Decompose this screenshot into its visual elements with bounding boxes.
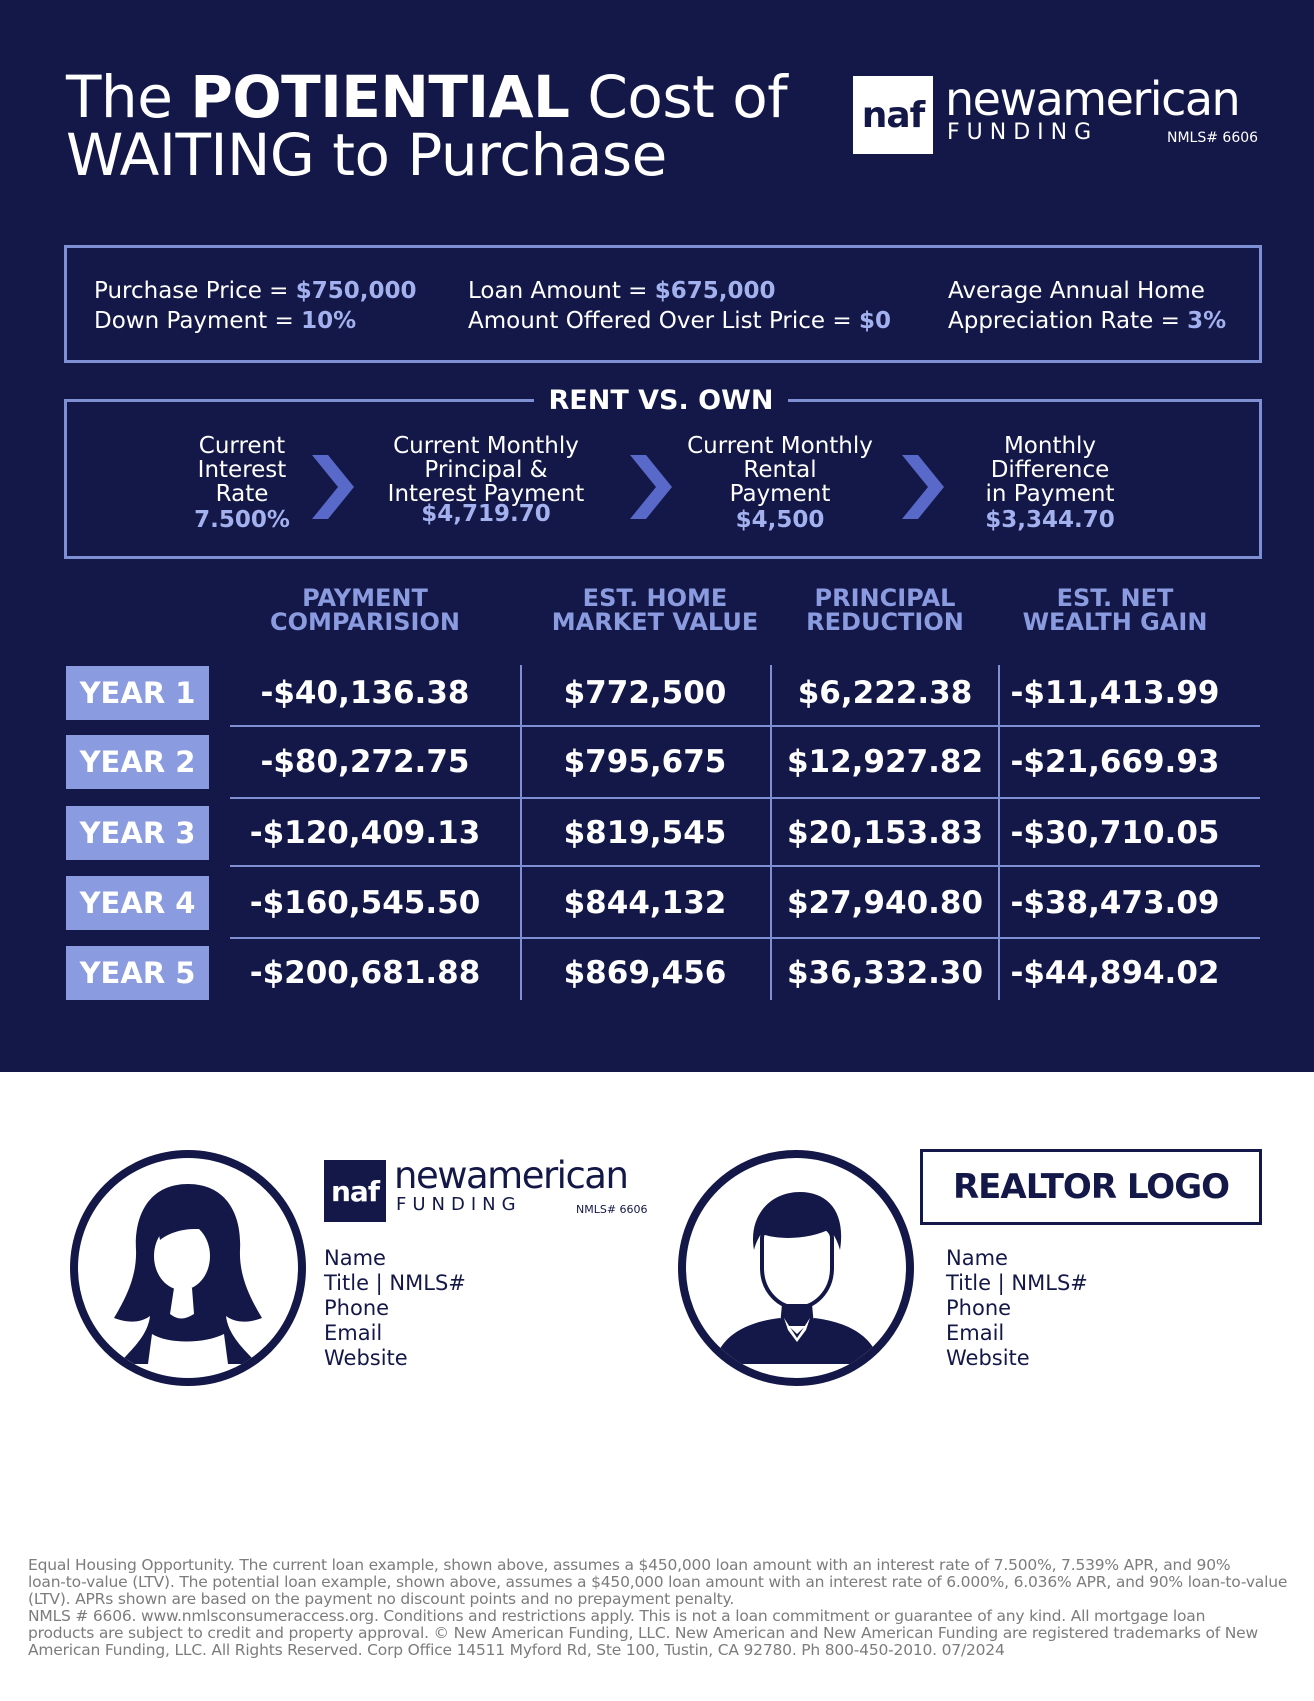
home-value-cell: $795,675 [563,744,727,780]
loan-officer-contact [324,1246,466,1371]
down-payment-value: 10% [301,308,357,334]
contact-website: Website [946,1346,1030,1370]
over-list-value: $0 [858,308,891,334]
col-header-home-value: EST. HOME MARKET VALUE [551,584,759,636]
legal-disclaimer: Equal Housing Opportunity. The current loan example, shown above, assumes a $450,000 loan amount with an interest rate of 7.500%, 7.539% APR, and 90% loan-to-value (LTV). The potential loan example, shown above, assumes a $450,000 loan amount with an interest rate of 6.000%, 6.036% APR, and 90% loan-to-value (LTV). APRs shown are based on the payment no discount points and no prepayment penalty. NMLS # 6606. www.nmlsconsumeraccess.org. Conditions and restrictions apply. This is not a loan commitment or guarantee of any kind. All mortgage loan products are subject to credit and property approval. © New American Funding, LLC. New American and New American Funding are registered trademarks of New American Funding, LLC. All Rights Reserved. Corp Office 14511 Myford Rd, Ste 100, Tustin, CA 92780. Ph 800-450-2010. 07/2024 [28,1556,1288,1659]
contact-email: Email [946,1321,1005,1345]
payment-comparison-cell: -$160,545.50 [249,885,481,921]
realtor-contact [946,1246,1088,1371]
year-label: YEAR 5 [66,946,209,1000]
wealth-gain-cell: -$11,413.99 [1010,675,1220,711]
loan-officer-avatar [70,1150,306,1386]
page-title: The POTIENTIAL Cost of WAITING to Purchase [66,63,788,189]
principal-reduction-cell: $20,153.83 [786,815,984,851]
col-header-wealth-gain: EST. NET WEALTH GAIN [1022,584,1208,636]
row-divider [230,797,1260,799]
rvo-step-rental-payment: Current Monthly Rental Payment $4,500 [687,433,873,533]
appreciation-value: 3% [1187,308,1227,334]
loan-amount-value: $675,000 [654,278,776,304]
brand-name: newamerican [945,72,1240,126]
man-silhouette-icon [686,1158,906,1378]
contact-name: Name [324,1246,386,1270]
contact-title: Title | NMLS# [324,1271,466,1295]
brand-sub: FUNDING [947,120,1099,145]
naf-logo-small [324,1154,724,1222]
assumption-col-1: Purchase Price = $750,000 Down Payment = 10% [94,278,417,334]
realtor-logo-placeholder: REALTOR LOGO [920,1149,1262,1225]
contact-name: Name [946,1246,1008,1270]
year-label: YEAR 4 [66,876,209,930]
rent-vs-own-title: RENT VS. OWN [534,380,788,422]
year-label: YEAR 2 [66,735,209,789]
brand-name: newamerican [394,1154,628,1197]
woman-silhouette-icon [78,1158,298,1378]
rvo-step-interest-rate: Current Interest Rate 7.500% [194,433,290,533]
assumption-col-3: Average Annual Home Appreciation Rate = 3% [948,278,1227,334]
naf-logo-mark: naf [853,76,933,154]
naf-logo-mark: naf [324,1160,386,1222]
home-value-cell: $869,456 [563,955,727,991]
year-label: YEAR 3 [66,806,209,860]
assumption-col-2: Loan Amount = $675,000 Amount Offered Over List Price = $0 [468,278,891,334]
naf-logo [853,72,1275,154]
assumptions-box [64,245,1262,363]
col-header-payment-comparison: PAYMENT COMPARISION [270,584,460,636]
payment-comparison-cell: -$120,409.13 [249,815,481,851]
home-value-cell: $844,132 [563,885,727,921]
rvo-step-principal-interest: Current Monthly Principal & Interest Payment $4,719.70 [387,433,585,527]
chevron-right-icon [310,455,354,519]
contact-phone: Phone [946,1296,1012,1320]
brand-nmls: NMLS# 6606 [1167,130,1259,146]
wealth-gain-cell: -$21,669.93 [1010,744,1220,780]
wealth-gain-cell: -$30,710.05 [1010,815,1220,851]
principal-reduction-cell: $36,332.30 [786,955,984,991]
contact-website: Website [324,1346,408,1370]
payment-comparison-cell: -$40,136.38 [260,675,470,711]
principal-reduction-cell: $27,940.80 [786,885,984,921]
rvo-step-monthly-difference: Monthly Difference in Payment $3,344.70 [985,433,1115,533]
brand-nmls: NMLS# 6606 [576,1203,648,1216]
row-divider [230,865,1260,867]
row-divider [230,937,1260,939]
wealth-gain-cell: -$38,473.09 [1010,885,1220,921]
wealth-gain-cell: -$44,894.02 [1010,955,1220,991]
contact-phone: Phone [324,1296,390,1320]
chevron-right-icon [900,455,944,519]
payment-comparison-cell: -$80,272.75 [260,744,470,780]
principal-reduction-cell: $12,927.82 [786,744,984,780]
contact-email: Email [324,1321,383,1345]
contact-title: Title | NMLS# [946,1271,1088,1295]
home-value-cell: $819,545 [563,815,727,851]
payment-comparison-cell: -$200,681.88 [249,955,481,991]
brand-sub: FUNDING [396,1194,522,1215]
row-divider [230,725,1260,727]
home-value-cell: $772,500 [563,675,727,711]
realtor-avatar [678,1150,914,1386]
principal-reduction-cell: $6,222.38 [797,675,973,711]
purchase-price-value: $750,000 [295,278,417,304]
chevron-right-icon [628,455,672,519]
year-label: YEAR 1 [66,666,209,720]
col-header-principal-reduction: PRINCIPAL REDUCTION [806,584,964,636]
